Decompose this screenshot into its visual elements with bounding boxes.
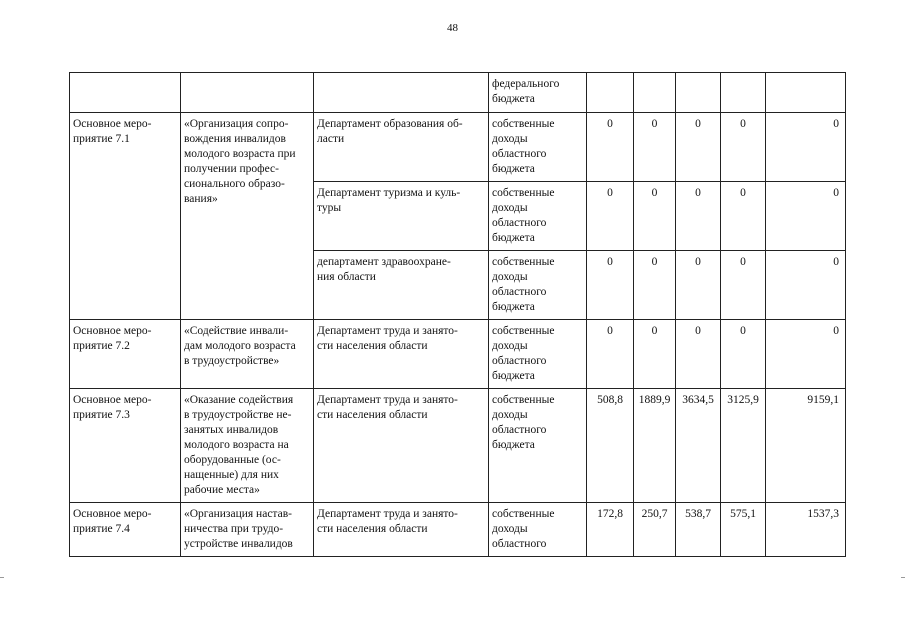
event-cell: Основное меро- приятие 7.2 [70,320,181,389]
source-cell: федерального бюджета [489,73,587,113]
value-cell-1: 0 [587,320,634,389]
value-cell-3: 0 [676,320,721,389]
value-cell-2: 0 [634,320,676,389]
value-cell-1 [587,73,634,113]
value-cell-4: 0 [721,251,766,320]
event-cell [70,73,181,113]
total-cell [766,73,846,113]
value-cell-3: 0 [676,113,721,182]
value-cell-1: 0 [587,251,634,320]
total-cell: 9159,1 [766,389,846,503]
table-row [70,113,846,182]
value-cell-1: 172,8 [587,503,634,557]
table-row [70,320,846,389]
value-cell-1: 508,8 [587,389,634,503]
total-cell: 0 [766,182,846,251]
value-cell-4: 0 [721,320,766,389]
value-cell-2: 250,7 [634,503,676,557]
source-cell: собственные доходы областного бюджета [489,182,587,251]
executor-cell: Департамент образования об- ласти [314,113,489,182]
value-cell-3: 0 [676,251,721,320]
title-cell [181,73,314,113]
page-number: 48 [447,22,458,34]
executor-cell: Департамент труда и занято- сти населения области [314,389,489,503]
executor-cell [314,73,489,113]
title-cell: «Организация сопро- вождения инвалидов молодого возраста при получении профес- сионального образо- вания» [181,113,314,320]
left-edge-mark [0,577,4,578]
title-cell: «Содействие инвали- дам молодого возраста в трудоустройстве» [181,320,314,389]
title-cell: «Организация настав- ничества при трудо- устройстве инвалидов [181,503,314,557]
value-cell-2 [634,73,676,113]
source-cell: собственные доходы областного бюджета [489,320,587,389]
total-cell: 0 [766,113,846,182]
program-events-table [69,72,846,557]
executor-cell: Департамент труда и занято- сти населения области [314,503,489,557]
value-cell-4: 0 [721,182,766,251]
value-cell-1: 0 [587,113,634,182]
source-cell: собственные доходы областного [489,503,587,557]
value-cell-2: 0 [634,182,676,251]
value-cell-3: 538,7 [676,503,721,557]
value-cell-2: 0 [634,251,676,320]
table-row [70,389,846,503]
source-cell: собственные доходы областного бюджета [489,389,587,503]
value-cell-2: 1889,9 [634,389,676,503]
event-cell: Основное меро- приятие 7.4 [70,503,181,557]
executor-cell: департамент здравоохране- ния области [314,251,489,320]
value-cell-4: 3125,9 [721,389,766,503]
total-cell: 1537,3 [766,503,846,557]
table-row [70,503,846,557]
table-row [70,73,846,113]
right-edge-mark [901,577,905,578]
total-cell: 0 [766,251,846,320]
value-cell-4 [721,73,766,113]
executor-cell: Департамент труда и занято- сти населения области [314,320,489,389]
total-cell: 0 [766,320,846,389]
source-cell: собственные доходы областного бюджета [489,113,587,182]
value-cell-3: 3634,5 [676,389,721,503]
value-cell-3 [676,73,721,113]
executor-cell: Департамент туризма и куль- туры [314,182,489,251]
value-cell-3: 0 [676,182,721,251]
value-cell-4: 0 [721,113,766,182]
event-cell: Основное меро- приятие 7.1 [70,113,181,320]
title-cell: «Оказание содействия в трудоустройстве не- занятых инвалидов молодого возраста на оборудованные (ос- нащенные) для них рабочие места» [181,389,314,503]
event-cell: Основное меро- приятие 7.3 [70,389,181,503]
value-cell-1: 0 [587,182,634,251]
value-cell-2: 0 [634,113,676,182]
value-cell-4: 575,1 [721,503,766,557]
source-cell: собственные доходы областного бюджета [489,251,587,320]
